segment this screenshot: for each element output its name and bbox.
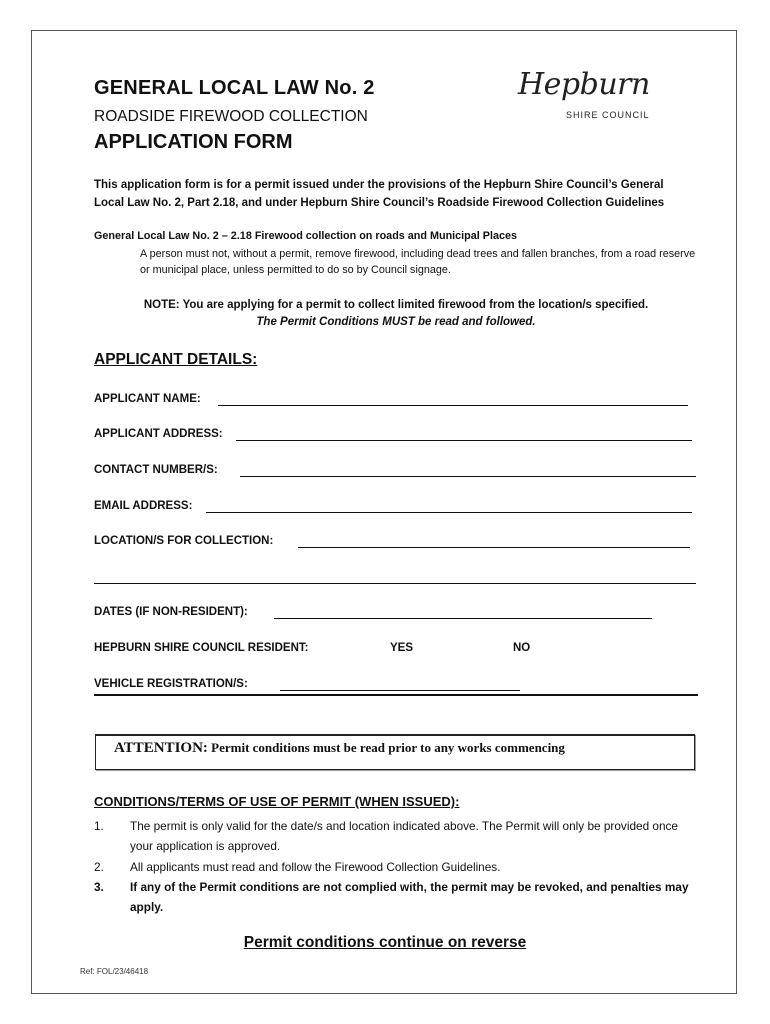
- council-logo-subtitle: SHIRE COUNCIL: [566, 110, 650, 120]
- condition-item: All applicants must read and follow the Firewood Collection Guidelines.: [130, 860, 501, 874]
- form-page: [31, 30, 737, 994]
- form-title: APPLICATION FORM: [94, 131, 293, 153]
- reference-number: Ref: FOL/23/46418: [80, 967, 149, 976]
- section-divider: [94, 694, 698, 696]
- vehicle-registration-label: VEHICLE REGISTRATION/S:: [94, 678, 248, 690]
- collection-location-label: LOCATION/S FOR COLLECTION:: [94, 535, 274, 547]
- attention-message: [114, 740, 565, 757]
- council-logo-script: Hepburn: [518, 67, 650, 102]
- law-title: General Local Law No. 2 – 2.18 Firewood collection on roads and Municipal Places: [94, 230, 517, 242]
- page-title: GENERAL LOCAL LAW No. 2: [94, 77, 375, 99]
- collection-location-field-line-2[interactable]: [94, 583, 696, 584]
- resident-no-option[interactable]: NO: [513, 642, 531, 654]
- note-line-2: The Permit Conditions MUST be read and followed.: [256, 316, 536, 328]
- resident-yes-option[interactable]: YES: [390, 642, 414, 654]
- page-subtitle: ROADSIDE FIREWOOD COLLECTION: [94, 108, 368, 125]
- note-line-1: NOTE: You are applying for a permit to collect limited firewood from the location/s specified.: [143, 299, 649, 311]
- email-address-label: EMAIL ADDRESS:: [94, 500, 193, 512]
- contact-number-field[interactable]: [240, 476, 696, 477]
- contact-number-label: CONTACT NUMBER/S:: [94, 464, 218, 476]
- applicant-name-field[interactable]: [218, 405, 688, 406]
- dates-label: DATES (IF NON-RESIDENT):: [94, 606, 248, 618]
- email-address-field[interactable]: [206, 512, 692, 513]
- collection-location-field[interactable]: [298, 547, 690, 548]
- applicant-address-label: APPLICANT ADDRESS:: [94, 428, 223, 440]
- continue-on-reverse-note: Permit conditions continue on reverse: [243, 934, 527, 951]
- applicant-address-field[interactable]: [236, 440, 692, 441]
- vehicle-registration-field[interactable]: [280, 690, 520, 691]
- condition-number: 3.: [94, 880, 104, 894]
- note-block: [94, 297, 698, 331]
- condition-number: 1.: [94, 819, 104, 833]
- resident-label: HEPBURN SHIRE COUNCIL RESIDENT:: [94, 642, 309, 654]
- condition-item: The permit is only valid for the date/s and location indicated above. The Permit will only be provided once your application is approved.: [130, 819, 678, 853]
- condition-number: 2.: [94, 860, 104, 874]
- applicant-details-heading: APPLICANT DETAILS:: [94, 351, 258, 368]
- applicant-name-label: APPLICANT NAME:: [94, 393, 201, 405]
- attention-prefix: ATTENTION:: [114, 740, 208, 756]
- dates-field[interactable]: [274, 618, 652, 619]
- attention-text: Permit conditions must be read prior to any works commencing: [211, 740, 565, 755]
- conditions-heading: CONDITIONS/TERMS OF USE OF PERMIT (WHEN ISSUED):: [94, 794, 460, 809]
- law-text: A person must not, without a permit, remove firewood, including dead trees and fallen branches, from a road reserve or municipal place, unless permitted to do so by Council signage.: [140, 248, 696, 276]
- condition-item: If any of the Permit conditions are not complied with, the permit may be revoked, and penalties may apply.: [130, 880, 689, 914]
- intro-paragraph: This application form is for a permit issued under the provisions of the Hepburn Shire Council’s General Local Law No. 2, Part 2.18, and under Hepburn Shire Council’s Roadside Firewood Collection Guidelines: [94, 179, 665, 209]
